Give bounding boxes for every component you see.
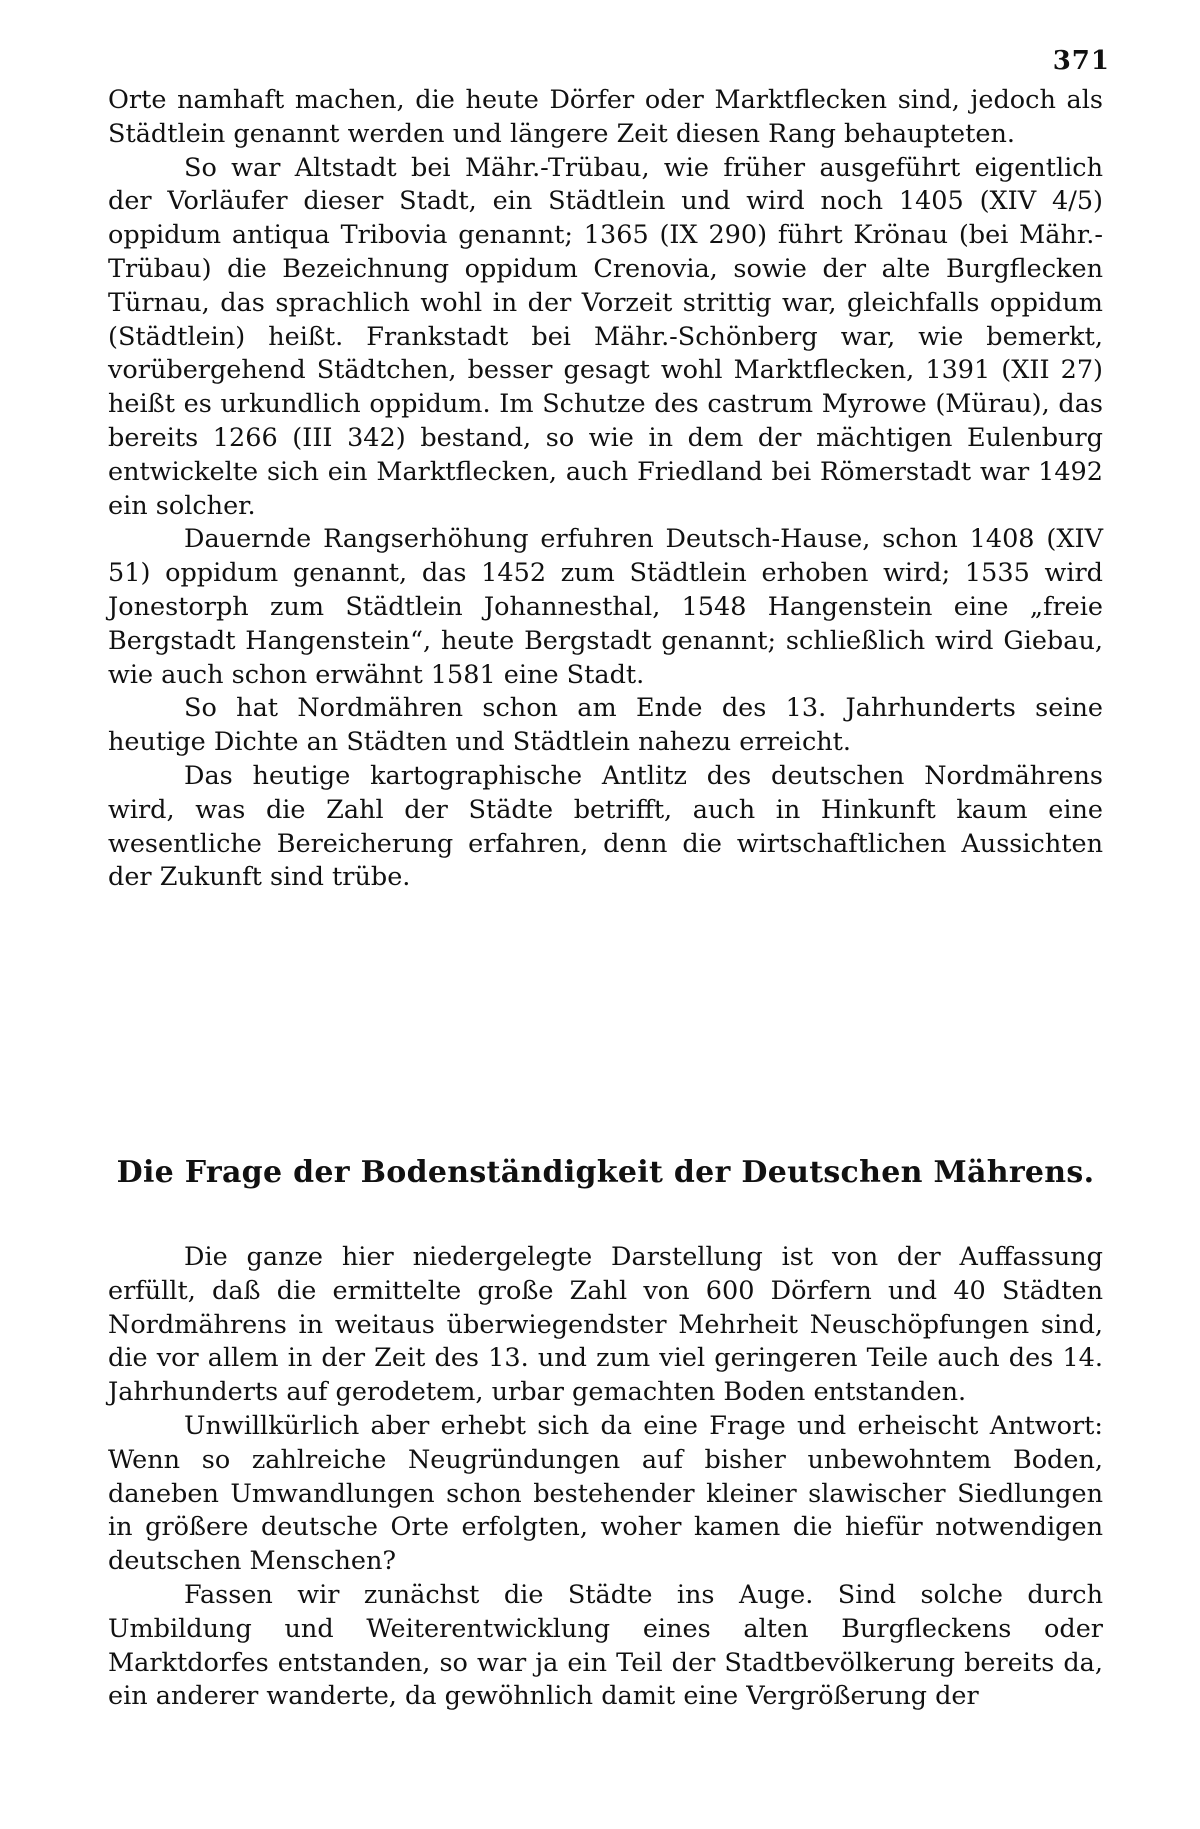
paragraph-staedte: Fassen wir zunächst die Städte ins Auge. Sind solche durch Umbildung und Weiterentwicklung eines alten Burgfleckens oder Marktdorfes entstanden, so war ja ein Teil der Stadtbevölkerung bereits da, ein anderer wanderte, da gewöhnlich damit eine Vergrößerung der	[108, 1579, 1103, 1712]
section-heading: Die Frage der Bodenständigkeit der Deutschen Mährens.	[116, 1155, 1095, 1190]
paragraph-darstellung: Die ganze hier niedergelegte Darstellung ist von der Auffassung erfüllt, daß die ermittelte große Zahl von 600 Dörfern und 40 Städten Nordmährens in weitaus überwiegendster Mehrheit Neuschöpfungen sind, die vor allem in der Zeit des 13. und zum viel geringeren Teile auch des 14. Jahrhunderts auf gerodetem, urbar gemachten Boden entstanden.	[108, 1242, 1103, 1408]
paragraph-continuation: Orte namhaft machen, die heute Dörfer oder Marktflecken sind, jedoch als Städtlein genannt werden und längere Zeit diesen Rang behaupteten.	[108, 85, 1103, 149]
body-text-top	[108, 84, 1103, 895]
paragraph-rangserhoehung: Dauernde Rangserhöhung erfuhren Deutsch-Hause, schon 1408 (XIV 51) oppidum genannt, das 1452 zum Städtlein erhoben wird; 1535 wird Jonestorph zum Städtlein Johannesthal, 1548 Hangenstein eine „freie Bergstadt Hangenstein“, heute Bergstadt genannt; schließlich wird Giebau, wie auch schon erwähnt 1581 eine Stadt.	[108, 524, 1103, 690]
paragraph-nordmaehren-dichte: So hat Nordmähren schon am Ende des 13. Jahrhunderts seine heutige Dichte an Städten und Städtlein nahezu erreicht.	[108, 693, 1103, 758]
page-number: 371	[1052, 46, 1110, 76]
paragraph-altstadt: So war Altstadt bei Mähr.-Trübau, wie früher ausgeführt eigentlich der Vorläufer dieser Stadt, ein Städtlein und wird noch 1405 (XIV 4/5) oppidum antiqua Tribovia genannt; 1365 (IX 290) führt Krönau (bei Mähr.-Trübau) die Bezeichnung oppidum Crenovia, sowie der alte Burgflecken Türnau, das sprachlich wohl in der Vorzeit strittig war, gleichfalls oppidum (Städtlein) heißt. Frankstadt bei Mähr.-Schönberg war, wie bemerkt, vorübergehend Städtchen, besser gesagt wohl Marktflecken, 1391 (XII 27) heißt es urkundlich oppidum. Im Schutze des castrum Myrowe (Mürau), das bereits 1266 (III 342) bestand, so wie in dem der mächtigen Eulenburg entwickelte sich ein Marktflecken, auch Friedland bei Römerstadt war 1492 ein solcher.	[108, 152, 1103, 521]
body-text-bottom	[108, 1241, 1103, 1714]
paragraph-frage: Unwillkürlich aber erhebt sich da eine Frage und erheischt Antwort: Wenn so zahlreiche Neugründungen auf bisher unbewohntem Boden, daneben Umwandlungen schon bestehender kleiner slawischer Siedlungen in größere deutsche Orte erfolgten, woher kamen die hiefür notwendigen deutschen Menschen?	[108, 1410, 1103, 1577]
paragraph-kartographisches-antlitz: Das heutige kartographische Antlitz des deutschen Nordmährens wird, was die Zahl der Städte betrifft, auch in Hinkunft kaum eine wesentliche Bereicherung erfahren, denn die wirtschaftlichen Aussichten der Zukunft sind trübe.	[108, 760, 1103, 893]
